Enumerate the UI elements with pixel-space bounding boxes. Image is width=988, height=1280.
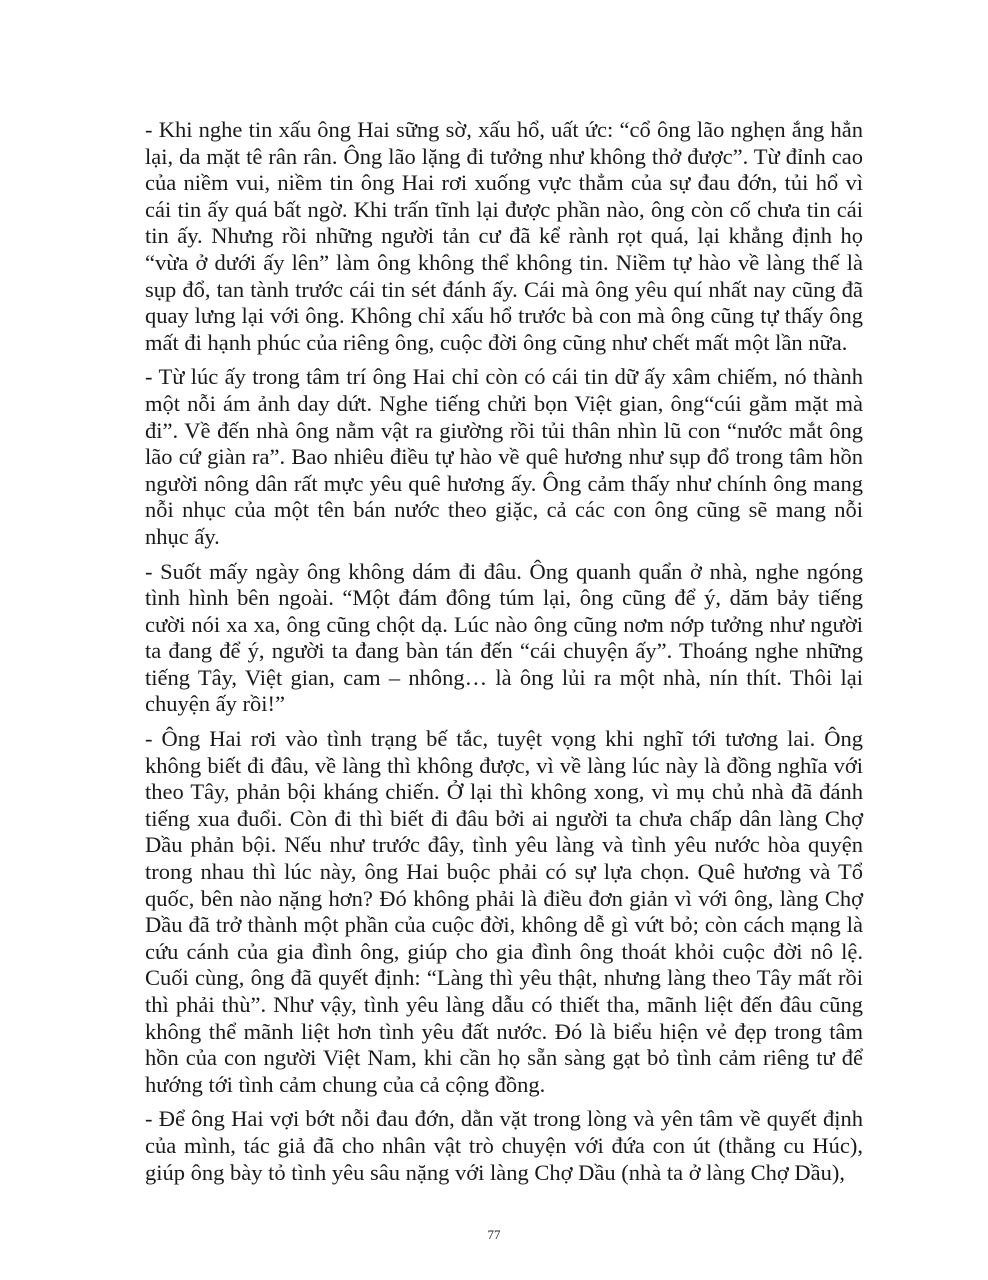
paragraph-3: - Suốt mấy ngày ông không dám đi đâu. Ông quanh quẩn ở nhà, nghe ngóng tình hình bên ngoài. “Một đám đông túm lại, ông cũng để ý, dăm bảy tiếng cười nói xa xa, ông cũng chột dạ. Lúc nào ông cũng nơm nớp tưởng như người ta đang để ý, người ta đang bàn tán đến “cái chuyện ấy”. Thoáng nghe những tiếng Tây, Việt gian, cam – nhông… là ông lủi ra một nhà, nín thít. Thôi lại chuyện ấy rồi!”: [145, 558, 863, 717]
body-text: [145, 117, 863, 1194]
paragraph-1: - Khi nghe tin xấu ông Hai sững sờ, xấu hổ, uất ức: “cổ ông lão nghẹn ắng hẳn lại, da mặt tê rân rân. Ông lão lặng đi tưởng như không thở được”. Từ đỉnh cao của niềm vui, niềm tin ông Hai rơi xuống vực thẳm của sự đau đớn, tủi hổ vì cái tin ấy quá bất ngờ. Khi trấn tĩnh lại được phần nào, ông còn cố chưa tin cái tin ấy. Nhưng rồi những người tản cư đã kể rành rọt quá, lại khẳng định họ “vừa ở dưới ấy lên” làm ông không thể không tin. Niềm tự hào về làng thế là sụp đổ, tan tành trước cái tin sét đánh ấy. Cái mà ông yêu quí nhất nay cũng đã quay lưng lại với ông. Không chỉ xấu hổ trước bà con mà ông cũng tự thấy ông mất đi hạnh phúc của riêng ông, cuộc đời ông cũng như chết mất một lần nữa.: [145, 117, 863, 355]
page-number: 77: [487, 1227, 501, 1242]
paragraph-5: - Để ông Hai vợi bớt nỗi đau đớn, dằn vặt trong lòng và yên tâm về quyết định của mình, tác giả đã cho nhân vật trò chuyện với đứa con út (thằng cu Húc), giúp ông bày tỏ tình yêu sâu nặng với làng Chợ Dầu (nhà ta ở làng Chợ Dầu),: [145, 1106, 863, 1185]
paragraph-4: - Ông Hai rơi vào tình trạng bế tắc, tuyệt vọng khi nghĩ tới tương lai. Ông không biết đi đâu, về làng thì không được, vì về làng lúc này là đồng nghĩa với theo Tây, phản bội kháng chiến. Ở lại thì không xong, vì mụ chủ nhà đã đánh tiếng xua đuổi. Còn đi thì biết đi đâu bởi ai người ta chưa chấp dân làng Chợ Dầu phản bội. Nếu như trước đây, tình yêu làng và tình yêu nước hòa quyện trong nhau thì lúc này, ông Hai buộc phải có sự lựa chọn. Quê hương và Tổ quốc, bên nào nặng hơn? Đó không phải là điều đơn giản vì với ông, làng Chợ Dầu đã trở thành một phần của cuộc đời, không dễ gì vứt bỏ; còn cách mạng là cứu cánh của gia đình ông, giúp cho gia đình ông thoát khỏi cuộc đời nô lệ. Cuối cùng, ông đã quyết định: “Làng thì yêu thật, nhưng làng theo Tây mất rồi thì phải thù”. Như vậy, tình yêu làng dẫu có thiết tha, mãnh liệt đến đâu cũng không thể mãnh liệt hơn tình yêu đất nước. Đó là biểu hiện vẻ đẹp trong tâm hồn của con người Việt Nam, khi cần họ sẵn sàng gạt bỏ tình cảm riêng tư để hướng tới tình cảm chung của cả cộng đồng.: [145, 726, 863, 1097]
paragraph-2: - Từ lúc ấy trong tâm trí ông Hai chỉ còn có cái tin dữ ấy xâm chiếm, nó thành một nỗi ám ảnh day dứt. Nghe tiếng chửi bọn Việt gian, ông“cúi gằm mặt mà đi”. Về đến nhà ông nằm vật ra giường rồi tủi thân nhìn lũ con “nước mắt ông lão cứ giàn ra”. Bao nhiêu điều tự hào về quê hương như sụp đổ trong tâm hồn người nông dân rất mực yêu quê hương ấy. Ông cảm thấy như chính ông mang nỗi nhục của một tên bán nước theo giặc, cả các con ông cũng sẽ mang nỗi nhục ấy.: [145, 364, 863, 549]
